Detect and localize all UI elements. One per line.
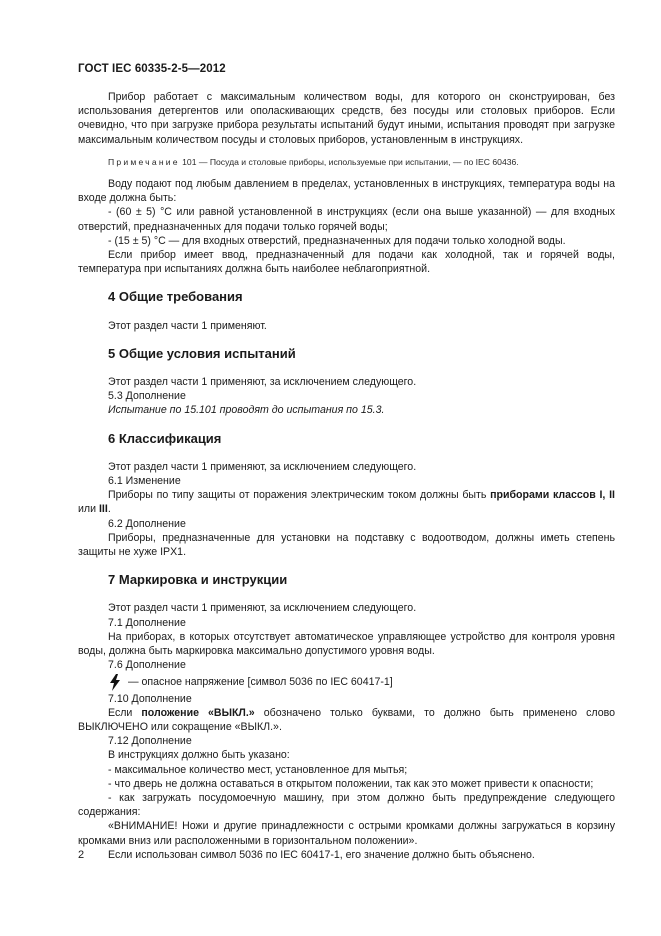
section-7-12-dash-2: - что дверь не должна оставаться в открытом положении, так как это может привести к опасности; xyxy=(108,777,594,790)
section-7-10-heading: 7.10 Дополнение xyxy=(108,692,192,705)
intro-dash-1: - (60 ± 5) °С или равной установленной в инструкциях (если она выше указанной) — для входных отверстий, предназначенных для подачи только горячей воды; xyxy=(78,206,615,233)
intro-paragraph-2: Воду подают под любым давлением в пределах, установленных в инструкциях, температура воды на входе должна быть: xyxy=(78,178,615,205)
section-6-heading: 6 Классификация xyxy=(108,430,222,446)
section-7-12-heading: 7.12 Дополнение xyxy=(108,735,192,748)
section-7-12-dash-3: - как загружать посудомоечную машину, при этом должно быть предупреждение следующего содержания: xyxy=(78,791,615,819)
section-7-12-warning: «ВНИМАНИЕ! Ножи и другие принадлежности с острыми кромками должны загружаться в корзину кромками вниз или расположенными в горизонтальном положении». xyxy=(78,820,615,847)
section-6-2-heading: 6.2 Дополнение xyxy=(108,517,186,530)
high-voltage-icon xyxy=(108,674,122,691)
section-5-3-text: Испытание по 15.101 проводят до испытания по 15.3. xyxy=(108,404,385,417)
section-7-10-text-c: обозначено только буквами, то должно быть применено слово ВЫКЛЮЧЕНО или сокращение «ВЫКЛ.». xyxy=(78,706,615,733)
section-6-1-text-a: Приборы по типу защиты от поражения электрическим током должны быть xyxy=(108,489,491,502)
section-4-heading: 4 Общие требования xyxy=(108,289,243,305)
section-7-1-text: На приборах, в которых отсутствует автоматическое управляющее устройство для контроля уровня воды, должна быть маркировка максимально допустимого уровня воды. xyxy=(78,630,615,658)
intro-paragraph-1: Прибор работает с максимальным количеством воды, для которого он сконструирован, без использования детергентов или ополаскивающих средств, без посуды или столовых приборов. Если очевидно, что при загрузке прибора результаты испытаний будут иными, испытания проводят при загрузке максимальным количеством посуды и столовых приборов, установленным в инструкциях. xyxy=(78,91,615,146)
section-5-3-heading: 5.3 Дополнение xyxy=(108,390,186,403)
section-4-text: Этот раздел части 1 применяют. xyxy=(108,319,267,332)
section-6-1-text xyxy=(78,488,615,516)
section-7-10-text-bold: положение «ВЫКЛ.» xyxy=(141,706,255,719)
document-header: ГОСТ IEC 60335-2-5—2012 xyxy=(78,63,226,75)
section-6-1-text-bold-b: III xyxy=(98,503,108,516)
section-6-text: Этот раздел части 1 применяют, за исключением следующего. xyxy=(108,460,417,473)
section-7-6-heading: 7.6 Дополнение xyxy=(108,659,186,672)
section-6-1-text-e: . xyxy=(107,503,111,516)
note-label: Примечание xyxy=(108,156,180,167)
section-5-text: Этот раздел части 1 применяют, за исключением следующего. xyxy=(108,376,417,389)
note-text: 101 — Посуда и столовые приборы, используемые при испытании, — по IEC 60436. xyxy=(182,156,519,167)
section-6-1-text-c: или xyxy=(78,503,99,516)
section-7-1-heading: 7.1 Дополнение xyxy=(108,616,186,629)
section-6-1-text-bold-a: приборами классов I, II xyxy=(490,489,615,502)
section-7-12-intro: В инструкциях должно быть указано: xyxy=(108,749,290,762)
section-7-10-text-a: Если xyxy=(108,706,142,719)
intro-paragraph-3: Если прибор имеет ввод, предназначенный для подачи как холодной, так и горячей воды, температура при испытаниях должна быть наиболее неблагоприятной. xyxy=(78,249,615,276)
section-7-12-dash-1: - максимальное количество мест, установленное для мытья; xyxy=(108,763,408,776)
section-5-heading: 5 Общие условия испытаний xyxy=(108,345,296,361)
section-7-text: Этот раздел части 1 применяют, за исключением следующего. xyxy=(108,602,417,615)
page-body xyxy=(78,90,615,862)
hazard-symbol-row xyxy=(78,674,615,691)
section-7-12-final: Если использован символ 5036 по IEC 60417-1, его значение должно быть объяснено. xyxy=(108,848,535,861)
section-6-2-text: Приборы, предназначенные для установки на подставку с водоотводом, должны иметь степень защиты не хуже IPX1. xyxy=(78,531,615,559)
section-7-10-text xyxy=(78,706,615,734)
page-number: 2 xyxy=(78,849,85,861)
hazard-symbol-text: — опасное напряжение [символ 5036 по IEC 60417-1] xyxy=(128,675,393,688)
intro-dash-2: - (15 ± 5) °С — для входных отверстий, предназначенных для подачи только холодной воды. xyxy=(108,234,566,247)
note-101 xyxy=(78,155,615,169)
section-6-1-heading: 6.1 Изменение xyxy=(108,475,181,488)
section-7-heading: 7 Маркировка и инструкции xyxy=(108,572,288,588)
